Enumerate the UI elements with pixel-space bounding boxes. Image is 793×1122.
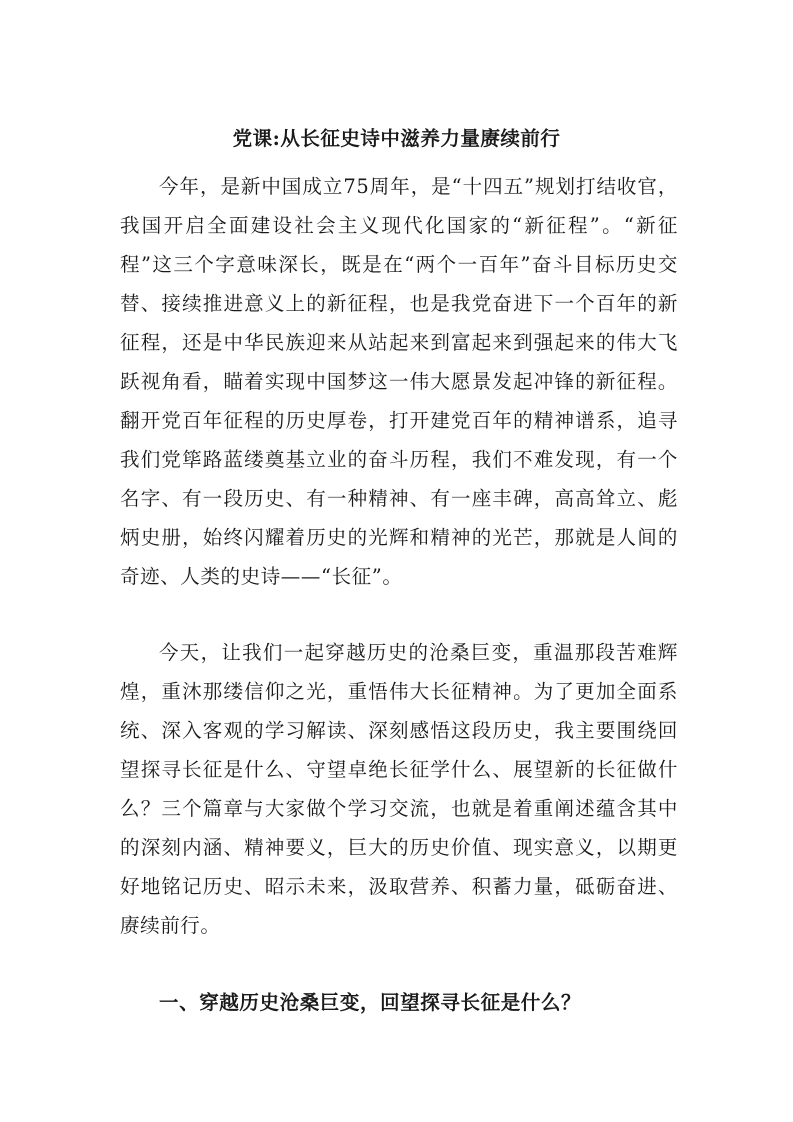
paragraph-overview: 今天，让我们一起穿越历史的沧桑巨变，重温那段苦难辉煌，重沐那缕信仰之光，重悟伟大长征精神。为了更加全面系统、深入客观的学习解读、深刻感悟这段历史，我主要围绕回望探寻长征是什么、守望卓绝长征学什么、展望新的长征做什么？三个篇章与大家做个学习交流，也就是着重阐述蕴含其中的深刻内涵、精神要义，巨大的历史价值、现实意义，以期更好地铭记历史、昭示未来，汲取营养、积蓄力量，砥砺奋进、赓续前行。 [120,641,678,937]
document-title: 党课:从长征史诗中滋养力量赓续前行 [232,127,561,150]
paragraph-intro: 今年，是新中国成立75周年，是“十四五”规划打结收官，我国开启全面建设社会主义现代化国家的“新征程”。“新征程”这三个字意味深长，既是在“两个一百年”奋斗目标历史交替、接续推进意义上的新征程，也是我党奋进下一个百年的新征程，还是中华民族迎来从站起来到富起来到强起来的伟大飞跃视角看，瞄着实现中国梦这一伟大愿景发起冲锋的新征程。翻开党百年征程的历史厚卷，打开建党百年的精神谱系，追寻我们党筚路蓝缕奠基立业的奋斗历程，我们不难发现，有一个名字、有一段历史、有一种精神、有一座丰碑，高高耸立、彪炳史册，始终闪耀着历史的光辉和精神的光芒，那就是人间的奇迹、人类的史诗——“长征”。 [120,175,678,588]
section-heading: 一、穿越历史沧桑巨变，回望探寻长征是什么？ [159,991,582,1014]
